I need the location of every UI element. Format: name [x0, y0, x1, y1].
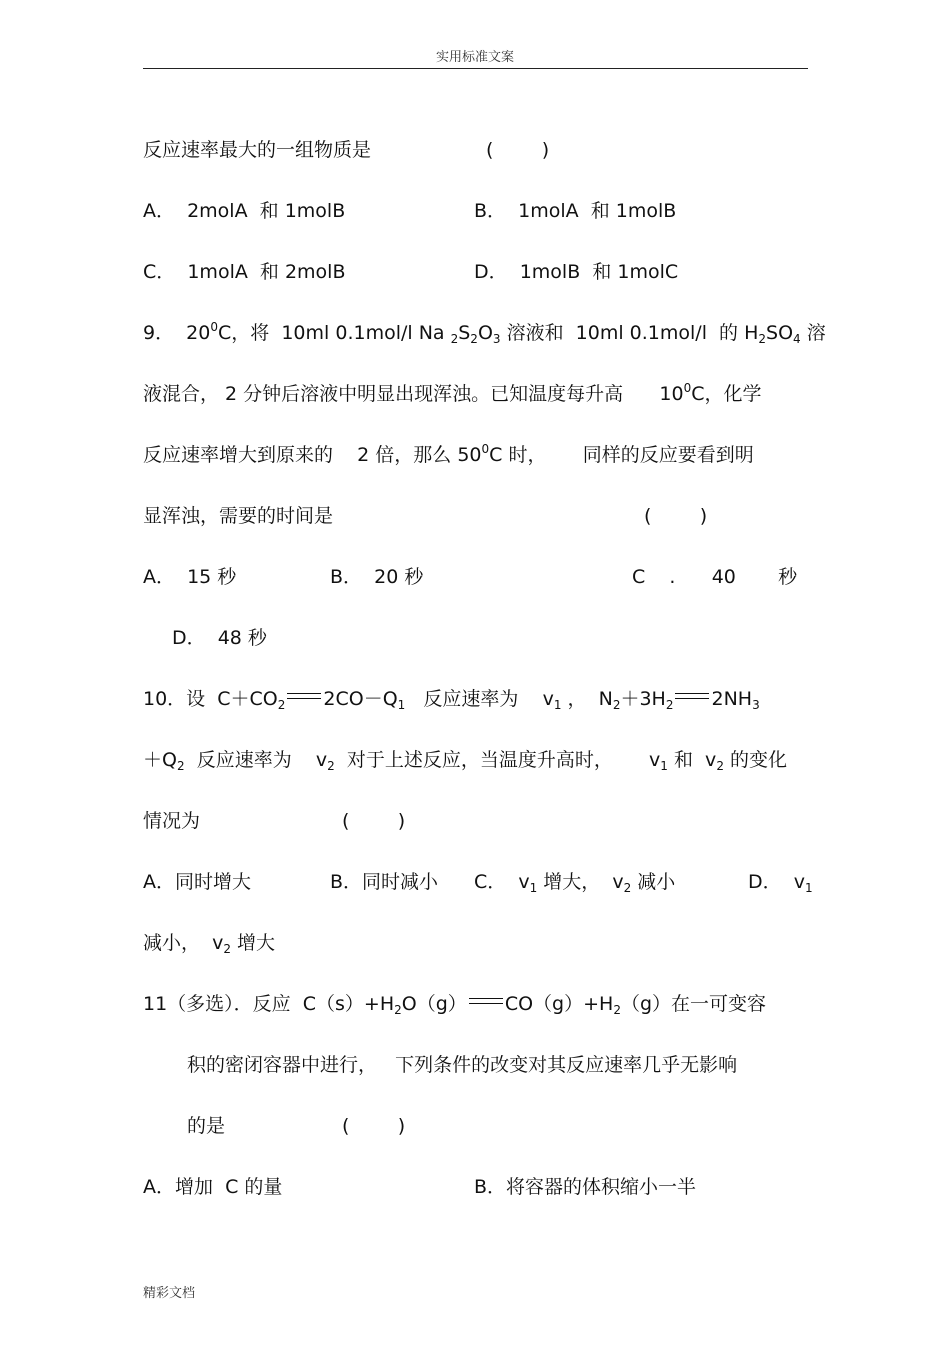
q10-answer-paren: ( ): [342, 810, 406, 832]
q11-line-2: 积的密闭容器中进行， 下列条件的改变对其反应速率几乎无影响: [187, 1054, 738, 1076]
q9-option-d: D． 48 秒: [172, 627, 267, 649]
q10-line-3: 情况为: [143, 810, 201, 832]
q9-line-2: 液混合， 2 分钟后溶液中明显出现浑浊。已知温度每升高 $10^0C$，化学: [143, 381, 762, 405]
q8-answer-paren: ( ): [486, 139, 550, 161]
q9-answer-paren: ( ): [644, 505, 708, 527]
q11-answer-paren: ( ): [342, 1115, 406, 1137]
q8-option-c: C． 1molA 和 2molB: [143, 261, 346, 283]
page-footer: 精彩文档: [143, 1286, 196, 1301]
q10-option-d-cont: 减小， $v_2$ 增大: [143, 932, 276, 956]
q9-option-b: B． 20 秒: [330, 566, 424, 588]
q9-option-c: C . 40 秒: [632, 566, 798, 588]
q10-line-1: 10．设 $C+CO_2$ $2CO-Q_1$ 反应速率为 $v_1$ ， $N_2+3H_2$ $2NH_3$: [143, 688, 760, 712]
q9-line-4: 显浑浊，需要的时间是: [143, 505, 334, 527]
q10-option-d: D． $v_1$: [748, 871, 813, 895]
q10-option-c: C． $v_1$ 增大， $v_2$ 减小: [474, 871, 676, 895]
q9-line-3: 反应速率增大到原来的 2 倍，那么 $50^0C$ 时， 同样的反应要看到明: [143, 442, 754, 466]
equilibrium-arrow-icon: [469, 998, 503, 1006]
q11-option-a: A．增加 C 的量: [143, 1176, 283, 1198]
q9-line-1: 9． $20^0C$，将 10ml 0.1mol/l Na $_2S_2O_3$ 溶液和 10ml 0.1mol/l 的 $H_2SO_4$ 溶: [143, 320, 826, 346]
equilibrium-arrow-icon: [675, 693, 709, 701]
q10-option-a: A．同时增大: [143, 871, 251, 893]
q8-option-b: B． 1molA 和 1molB: [474, 200, 677, 222]
q11-line-3: 的是: [187, 1115, 226, 1137]
q10-line-2: $+Q_2$ 反应速率为 $v_2$ 对于上述反应，当温度升高时， $v_1$ 和 $v_2$ 的变化: [143, 749, 787, 773]
q8-option-a: A． 2molA 和 1molB: [143, 200, 346, 222]
q9-option-a: A． 15 秒: [143, 566, 237, 588]
q10-option-b: B．同时减小: [330, 871, 439, 893]
page-header: 实用标准文案: [435, 50, 514, 65]
q8-stem: 反应速率最大的一组物质是: [143, 139, 372, 161]
equilibrium-arrow-icon: [287, 693, 321, 701]
q8-option-d: D． 1molB 和 1molC: [474, 261, 679, 283]
q11-option-b: B．将容器的体积缩小一半: [474, 1176, 697, 1198]
header-rule: [143, 68, 808, 69]
q11-line-1: 11（多选）．反应 $C(s)+H_2O(g)$ $CO(g)+H_2(g)$在一可变容: [143, 993, 767, 1017]
